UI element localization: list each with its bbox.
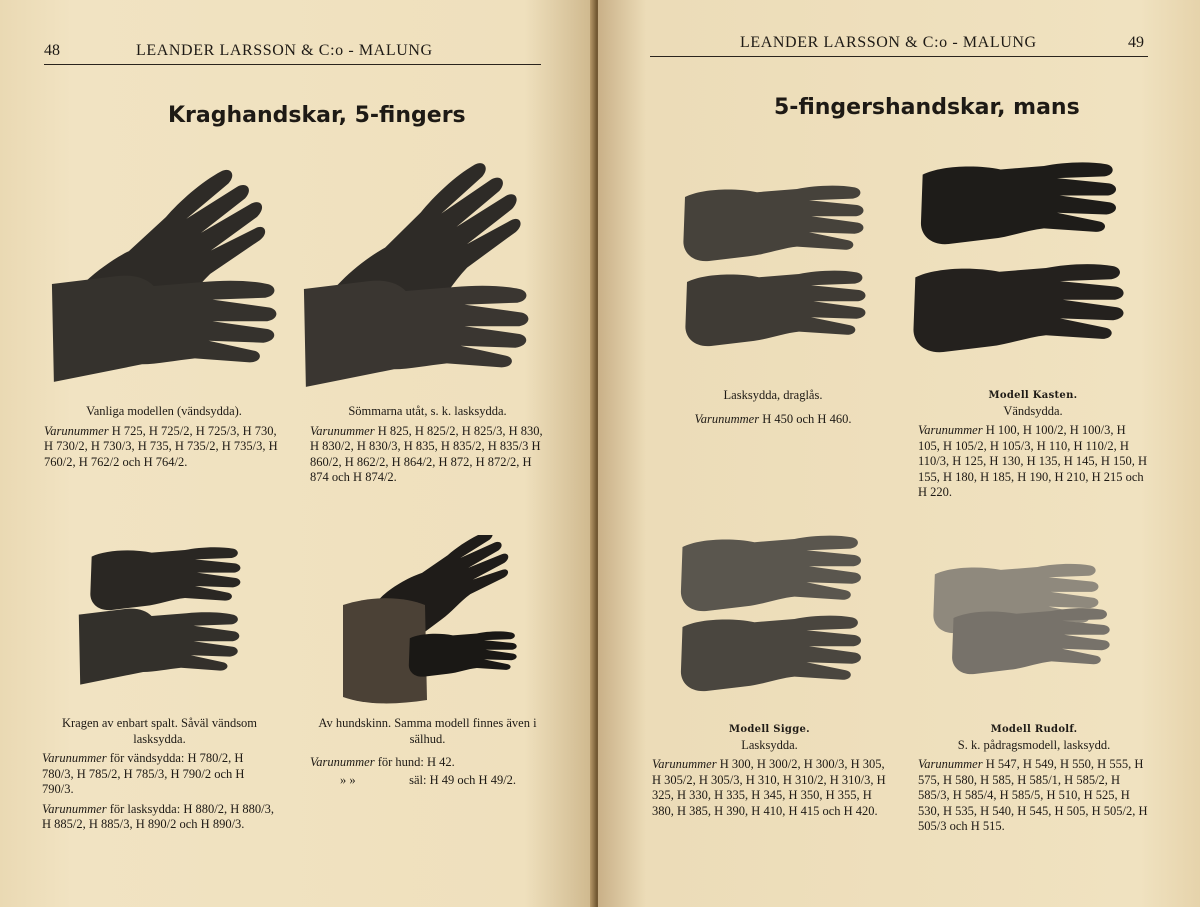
ditto-marks: » » [340,772,356,787]
item-numbers-sal: säl: H 49 och H 49/2. [409,772,517,787]
varunummer-label: Varunummer [918,757,983,771]
item-numbers-lasksydda: för lasksydda: H 880/2, H 880/3, H 885/2, H 885/3, H 890/2 och H 890/3. [42,801,274,831]
item-caption-r2 [918,388,1148,501]
page-title: 5-fingershandskar, mans [774,95,1080,120]
glove-photo-rudolf [913,545,1138,695]
varunummer-label: Varunummer [310,755,375,769]
item-description: S. k. pådragsmodell, lasksydd. [957,737,1111,752]
item-description: Kragen av enbart spalt. Såväl vändsom lasksydda. [61,716,258,746]
item-description: Av hundskinn. Samma modell finnes även i sälhud. [318,716,537,746]
item-numbers: H 825, H 825/2, H 825/3, H 830, H 830/2, H 830/3, H 835, H 835/2, H 835/3 H 860/2, H 862/2, H 864/2, H 872, H 872/2, H 874 och H 874/2. [310,423,543,484]
item-caption-2 [310,404,545,486]
page-number: 49 [1128,34,1144,51]
item-caption-r4 [918,722,1150,835]
item-caption-1 [44,404,284,470]
glove-photo-zipper [663,165,888,370]
glove-photo-sigge [658,515,888,715]
running-head: LEANDER LARSSON & C:o - MALUNG [136,42,433,59]
item-caption-4 [310,716,545,788]
running-head: LEANDER LARSSON & C:o - MALUNG [740,34,1037,51]
item-caption-r3 [652,722,887,819]
varunummer-label: Varunummer [652,757,717,771]
item-numbers: H 725, H 725/2, H 725/3, H 730, H 730/2, H 730/3, H 735, H 735/2, H 735/3, H 760/2, H 762/2 och H 764/2. [44,423,278,469]
varunummer-label: Varunummer [42,751,107,765]
item-description: Lasksydda, draglås. [723,388,823,402]
item-numbers: H 300, H 300/2, H 300/3, H 305, H 305/2, H 305/3, H 310, H 310/2, H 310/3, H 325, H 330, H 335, H 345, H 350, H 355, H 380, H 385, H 390, H 410, H 415 och H 420. [652,757,886,818]
item-description: Sömmarna utåt, s. k. lasksydda. [348,404,507,418]
model-name: Modell Rudolf. [990,724,1078,735]
page-number: 48 [44,42,60,59]
glove-photo-gauntlet-split [55,540,270,700]
page-title: Kraghandskar, 5-fingers [168,103,466,128]
varunummer-label: Varunummer [918,423,983,437]
item-numbers: H 450 och H 460. [762,411,852,426]
model-name: Modell Kasten. [988,390,1078,401]
varunummer-label: Varunummer [42,801,107,816]
item-caption-3 [42,716,277,833]
right-page [598,0,1200,907]
left-page [0,0,596,907]
item-numbers: H 100, H 100/2, H 100/3, H 105, H 105/2, H 105/3, H 110, H 110/2, H 110/3, H 125, H 130, H 135, H 145, H 150, H 155, H 180, H 185, H 190, H 210, H 215 och H 220. [918,423,1148,499]
item-numbers: H 547, H 549, H 550, H 555, H 575, H 580, H 585, H 585/1, H 585/2, H 585/3, H 585/4, H 585/5, H 510, H 525, H 530, H 535, H 540, H 545, H 505, H 505/2, H 505/3 och H 515. [918,757,1148,833]
header-rule [650,56,1148,57]
item-description: Vanliga modellen (vändsydda). [86,404,242,418]
item-caption-r1 [658,388,888,427]
item-numbers-hund: för hund: H 42. [377,755,455,769]
glove-photo-dog-fur [335,535,525,710]
glove-photo-kasten [898,140,1143,380]
item-numbers-vandsydda: för vändsydda: H 780/2, H 780/3, H 785/2, H 785/3, H 790/2 och H 790/3. [42,751,245,796]
header-rule [44,64,541,65]
varunummer-label: Varunummer [694,411,760,426]
glove-photo-gauntlet-smooth [48,155,283,390]
varunummer-label: Varunummer [44,423,109,438]
model-name: Modell Sigge. [729,724,810,735]
varunummer-label: Varunummer [310,423,375,438]
item-description: Lasksydda. [741,737,798,752]
glove-photo-gauntlet-laced [300,150,535,390]
item-description: Vändsydda. [1003,403,1063,418]
